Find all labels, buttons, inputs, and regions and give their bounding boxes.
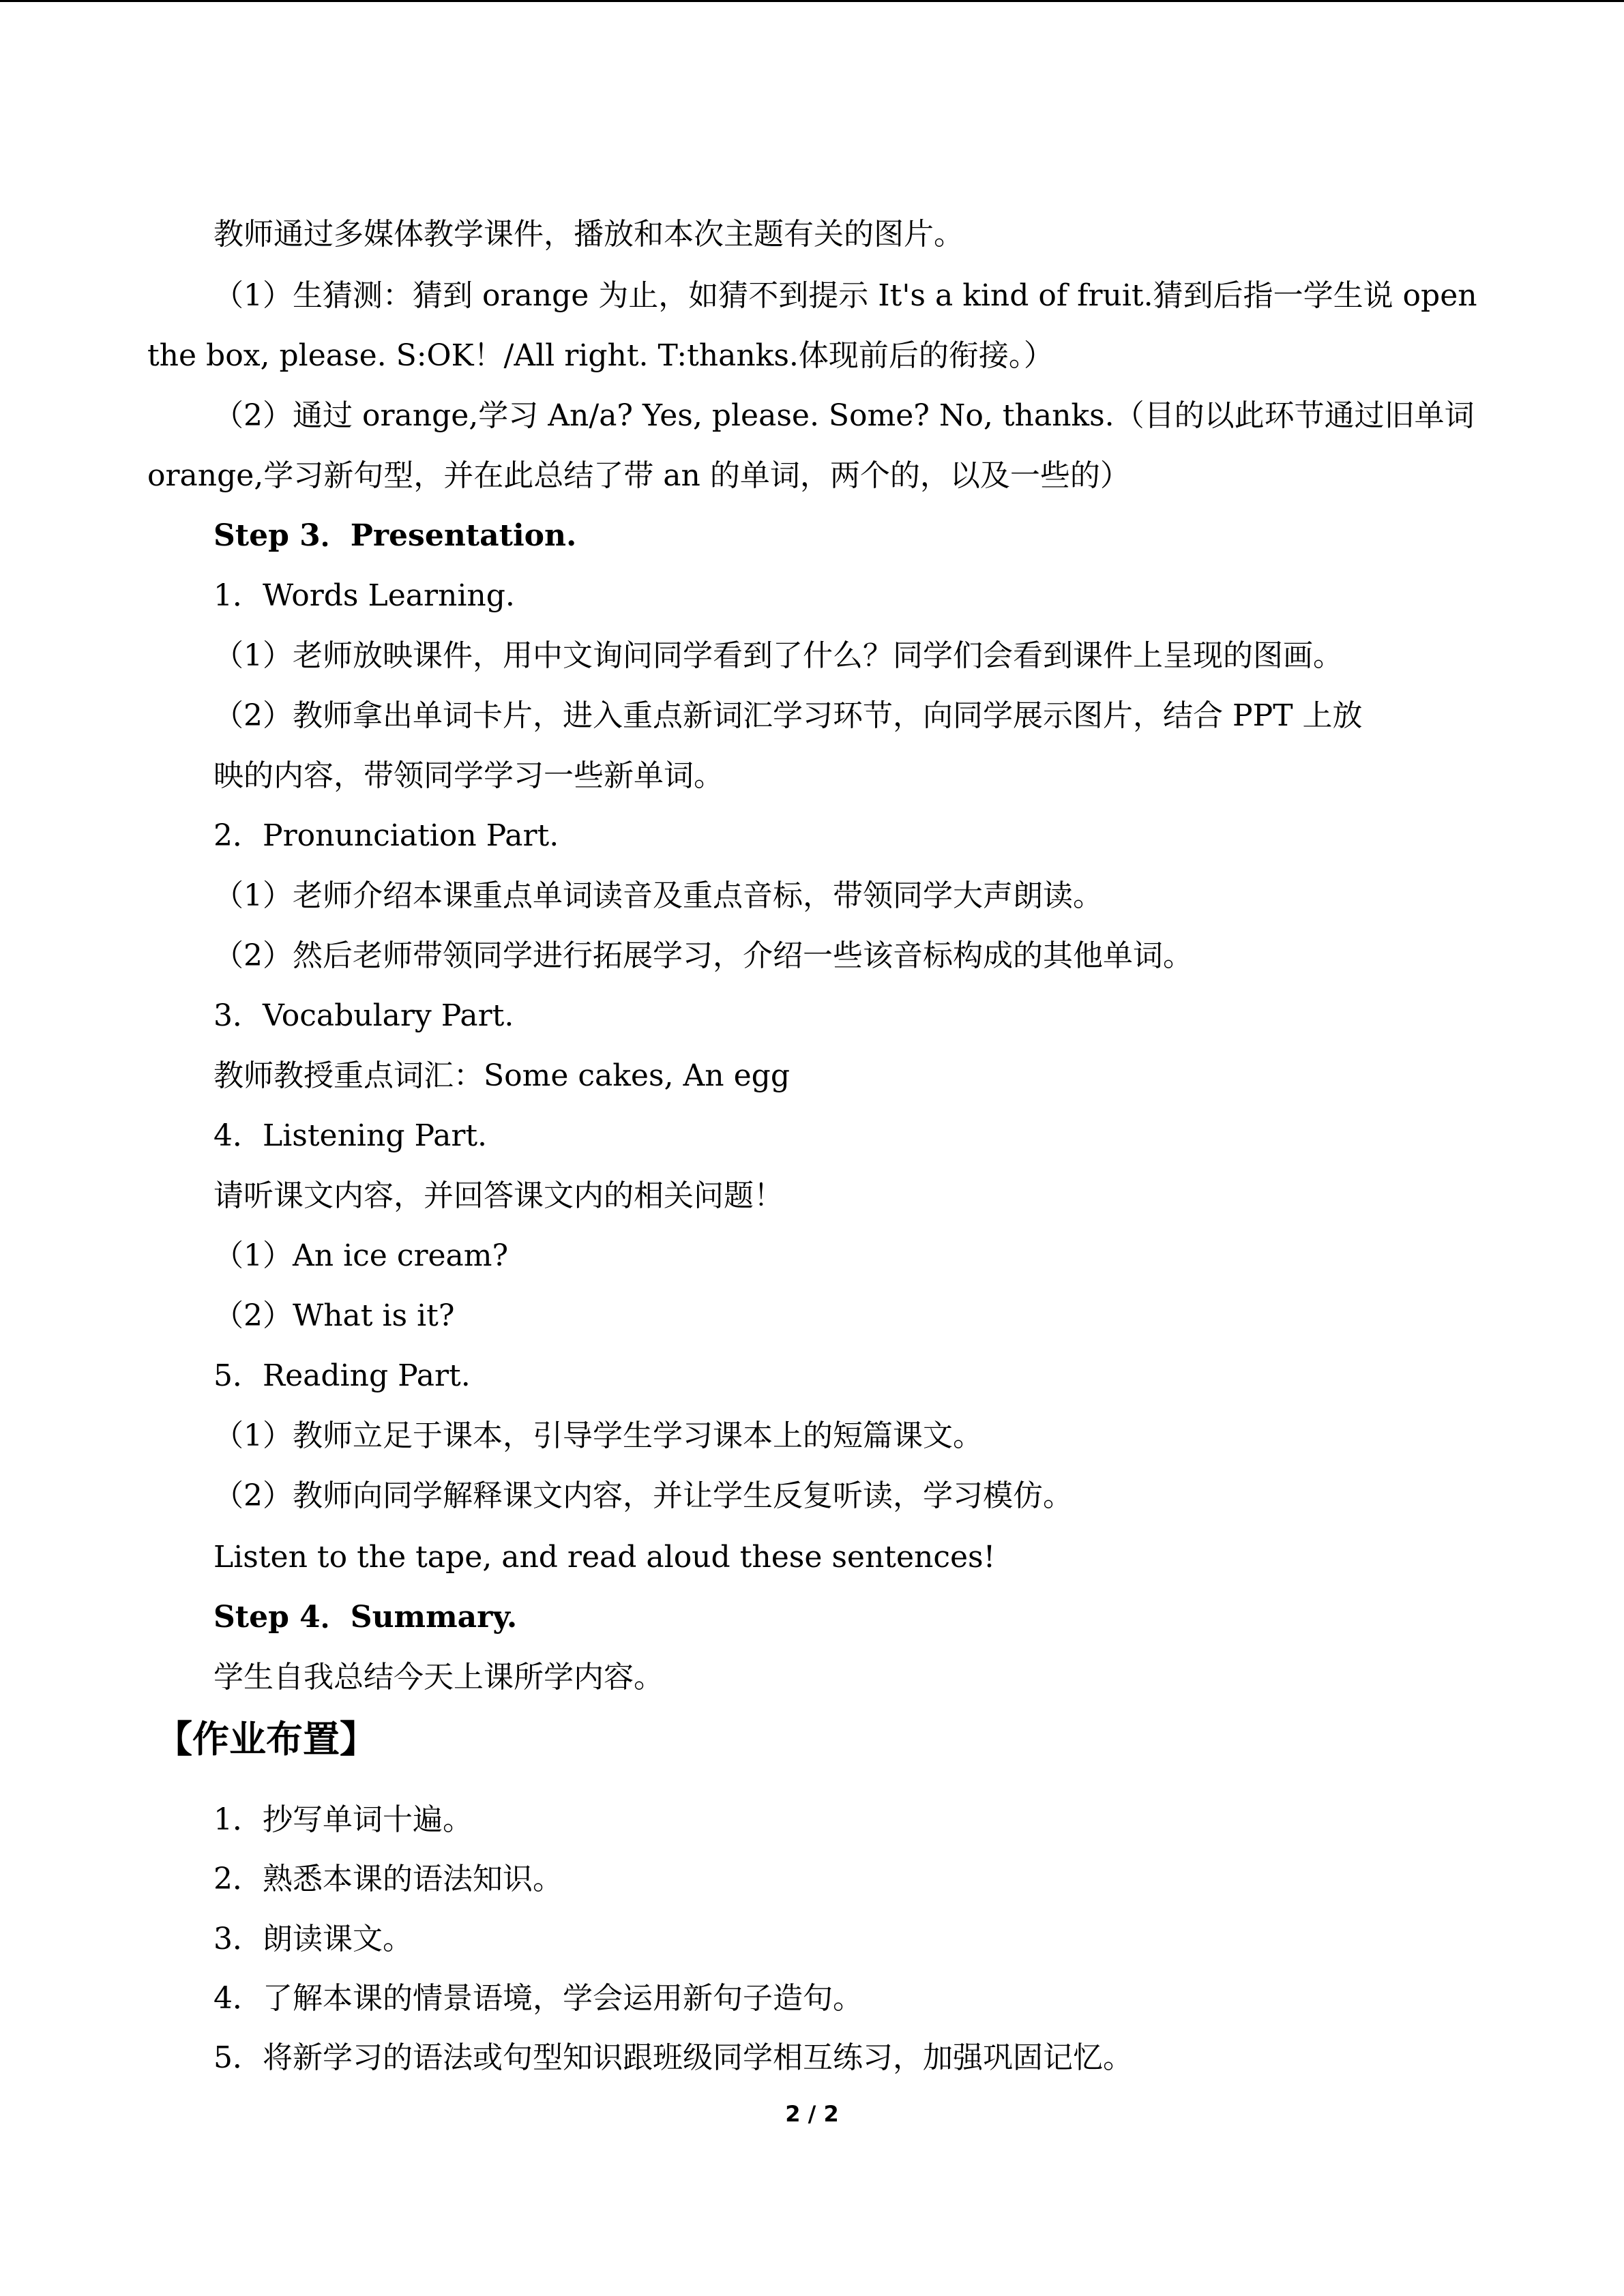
listening-title: 4．Listening Part. [213,1118,488,1153]
words-learning-item-2-line-2: 映的内容，带领同学学习一些新单词。 [213,758,724,793]
vocabulary-title: 3．Vocabulary Part. [213,998,514,1033]
words-learning-item-2-line-1: （2）教师拿出单词卡片，进入重点新词汇学习环节，向同学展示图片，结合 PPT 上放 [213,698,1363,733]
homework-heading: 【作业布置】 [156,1718,377,1761]
pronunciation-item-1: （1）老师介绍本课重点单词读音及重点音标，带领同学大声朗读。 [213,878,1103,913]
words-learning-item-1: （1）老师放映课件，用中文询问同学看到了什么？同学们会看到课件上呈现的图画。 [213,638,1343,673]
guess-step-2-line-2: orange,学习新句型，并在此总结了带 an 的单词，两个的，以及一些的） [147,458,1130,493]
homework-item-4: 4．了解本课的情景语境，学会运用新句子造句。 [213,1981,863,2016]
pronunciation-title: 2．Pronunciation Part. [213,818,559,853]
guess-step-2-line-1: （2）通过 orange,学习 An/a? Yes, please. Some? No, thanks.（目的以此环节通过旧单词 [213,398,1475,433]
reading-title: 5．Reading Part. [213,1358,471,1393]
listening-question-1: （1）An ice cream? [213,1238,509,1273]
listening-question-2: （2）What is it? [213,1298,455,1333]
reading-item-1: （1）教师立足于课本，引导学生学习课本上的短篇课文。 [213,1418,983,1453]
listening-instruction: 请听课文内容，并回答课文内的相关问题！ [213,1178,784,1213]
words-learning-title: 1．Words Learning. [213,578,515,613]
homework-item-1: 1．抄写单词十遍。 [213,1802,473,1837]
vocabulary-item-1: 教师教授重点词汇：Some cakes, An egg [213,1058,790,1093]
summary-text: 学生自我总结今天上课所学内容。 [213,1660,664,1695]
guess-step-1-line-2: the box, please. S:OK！/All right. T:thanks.体现前后的衔接。） [147,338,1054,373]
page-number: 2 / 2 [785,2101,839,2127]
homework-item-2: 2．熟悉本课的语法知识。 [213,1862,563,1896]
step-3-heading: Step 3．Presentation. [213,518,577,553]
intro-paragraph: 教师通过多媒体教学课件，播放和本次主题有关的图片。 [213,217,964,252]
step-4-heading: Step 4．Summary. [213,1600,518,1635]
pronunciation-item-2: （2）然后老师带领同学进行拓展学习，介绍一些该音标构成的其他单词。 [213,938,1193,973]
reading-item-2: （2）教师向同学解释课文内容，并让学生反复听读，学习模仿。 [213,1478,1073,1513]
reading-item-3: Listen to the tape, and read aloud these sentences! [213,1540,996,1575]
homework-item-3: 3．朗读课文。 [213,1922,413,1956]
homework-item-5: 5．将新学习的语法或句型知识跟班级同学相互练习，加强巩固记忆。 [213,2040,1133,2075]
guess-step-1-line-1: （1）生猜测：猜到 orange 为止，如猜不到提示 It's a kind of fruit.猜到后指一学生说 open [213,278,1477,313]
